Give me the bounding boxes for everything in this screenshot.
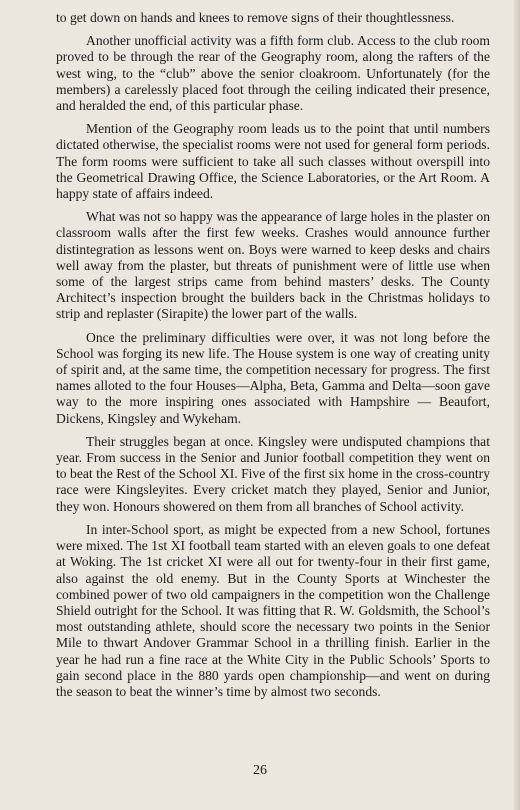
paragraph-inter-school-sport: In inter-School sport, as might be expected from a new School, fortunes were mixed. The 1st XI football team started with an eleven goals to one defeat at Woking. The 1st cricket XI were all out for twenty-four in their first game, also against the old enemy. But in the County Sports at Winchester the combined power of two old campaigners in the competition won the Challenge Shield outright for the School. It was fitting that R. W. Goldsmith, the School’s most outstanding athlete, should score the necessary two points in the Senior Mile to thwart Andover Grammar School in a thrilling finish. Earlier in the year he had run a fine race at the White City in the Public Schools’ Sports to gain second place in the 880 yards open championship—and went on during the season to beat the winner’s time by almost two seconds. [56, 521, 490, 699]
paragraph-specialist-rooms: Mention of the Geography room leads us to the point that until numbers dictated otherwise, the specialist rooms were not used for general form periods. The form rooms were sufficient to take all such classes without overspill into the Geometrical Drawing Office, the Science Laboratories, or the Art Room. A happy state of affairs indeed. [56, 121, 490, 202]
paragraph-fifth-form-club: Another unofficial activity was a fifth form club. Access to the club room proved to be through the rear of the Geography room, along the rafters of the west wing, to the “club” above the senior cloakroom. Unfortunately (for the members) a carelessly placed foot through the ceiling indicated their presence, and heralded the end, of this particular phase. [56, 33, 490, 114]
paragraph-house-system: Once the preliminary difficulties were over, it was not long before the School was forging its new life. The House system is one way of creating unity of spirit and, at the same time, the competition necessary for progress. The first names alloted to the four Houses—Alpha, Beta, Gamma and Delta—soon gave way to the more inspiring ones associated with Hampshire — Beaufort, Dickens, Kingsley and Wykeham. [56, 329, 490, 426]
body-text [56, 10, 490, 707]
paragraph-plaster-holes: What was not so happy was the appearance of large holes in the plaster on classroom walls after the first few weeks. Crashes would announce further distintegration as lessons went on. Boys were warned to keep desks and chairs well away from the plaster, but threats of punishment were of little use when some of the largest strips came from behind masters’ desks. The County Architect’s inspection brought the builders back in the Christmas holidays to strip and replaster (Sirapite) the lower part of the walls. [56, 209, 490, 322]
paragraph-kingsley: Their struggles began at once. Kingsley were undisputed champions that year. From success in the Senior and Junior football competition they went on to beat the Rest of the School XI. Five of the first six home in the cross-country race were Kingsleyites. Every cricket match they played, Senior and Junior, they won. Honours showered on them from all branches of School activity. [56, 433, 490, 514]
page-edge-shadow [514, 0, 520, 810]
page-number: 26 [253, 763, 267, 778]
paragraph-continued: to get down on hands and knees to remove signs of their thoughtlessness. [56, 10, 455, 25]
